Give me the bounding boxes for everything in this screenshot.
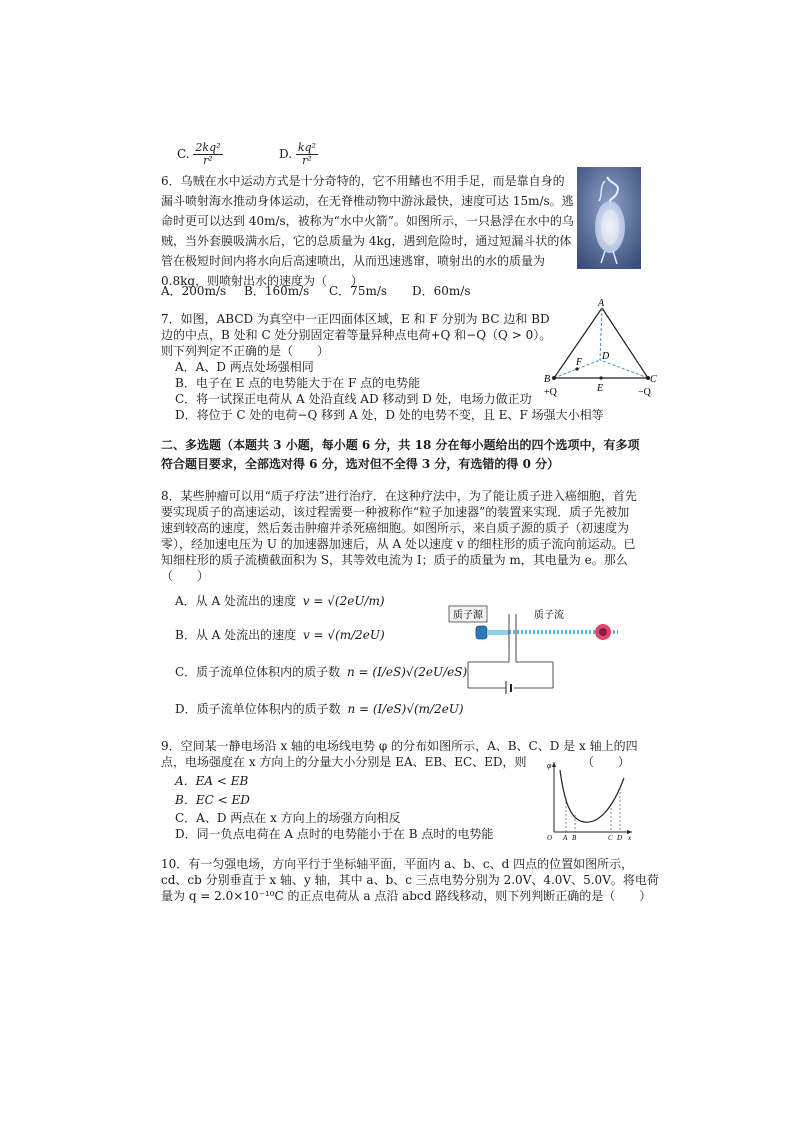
q9-line-2: 点，电场强度在 x 方向上的分量大小分别是 EA、EB、EC、ED，则 <box>161 755 527 769</box>
q10-line-1: 10．有一匀强电场，方向平行于坐标轴平面，平面内 a、b、c、d 四点的位置如图所示， <box>161 857 634 871</box>
q5-option-c <box>177 142 223 167</box>
q5-c-denominator: r² <box>203 154 213 167</box>
tetra-label-minus-q: −Q <box>638 387 651 398</box>
q10-line-2: cd、cb 分别垂直于 x 轴、y 轴，其中 a、b、c 三点电势分别为 2.0V、4.0V、5.0V。将电荷 <box>161 873 659 887</box>
graph-x-label: x <box>628 834 632 842</box>
q8-option-c-math: n = (I/eS)√(2eU/eS) <box>347 665 468 679</box>
q10-line-3: 量为 q = 2.0×10⁻¹⁰C 的正点电荷从 a 点沿 abcd 路线移动，则下列判断正确的是（ ） <box>161 889 652 903</box>
tetra-label-d: D <box>602 351 610 362</box>
q8-option-b-math: v = √(m/2eU) <box>302 628 385 642</box>
q6-line-2: 漏斗喷射海水推动身体运动，在无脊椎动物中游泳最快，速度可达 15m/s。逃 <box>161 194 574 208</box>
section2-heading-line1: 二、多选题（本题共 3 小题，每小题 6 分，共 18 分在每小题给出的四个选项中，有多项 <box>161 438 640 452</box>
q8-line-3: 速到较高的速度，然后轰击肿瘤并杀死癌细胞。如图所示，来自质子源的质子（初速度为 <box>161 521 630 535</box>
section2-heading-line2: 符合题目要求，全部选对得 6 分，选对但不全得 3 分，有选错的得 0 分） <box>161 457 560 471</box>
potential-graph <box>546 760 636 842</box>
graph-b-label: B <box>572 834 577 842</box>
q5-option-c-fraction <box>193 142 222 167</box>
accelerator-figure <box>448 604 628 694</box>
q5-d-denominator: r² <box>302 154 312 167</box>
q7-line-3: 则下列判定不正确的是（ ） <box>161 344 330 358</box>
q8-option-a-math: v = √(2eU/m) <box>302 594 385 608</box>
q8-option-a-text: A．从 A 处流出的速度 <box>175 594 296 608</box>
q9-line-1: 9．空间某一静电场沿 x 轴的电场线电势 φ 的分布如图所示，A、B、C、D 是 x 轴上的四 <box>161 739 638 753</box>
q7-option-c: C．将一试探正电荷从 A 处沿直线 AD 移动到 D 处，电场力做正功 <box>175 392 532 406</box>
proton-stream-label: 质子流 <box>534 610 564 621</box>
q5-option-d-fraction <box>296 142 318 167</box>
q5-option-d <box>279 142 318 167</box>
graph-a-label: A <box>563 834 568 842</box>
q7-line-1: 7．如图，ABCD 为真空中一正四面体区域，E 和 F 分别为 BC 边和 BD <box>161 312 550 326</box>
q8-option-d-math: n = (I/eS)√(m/2eU) <box>347 702 464 716</box>
q9-option-a: A．EA < EB <box>175 774 249 788</box>
q9-option-d: D．同一负点电荷在 A 点时的电势能小于在 B 点时的电势能 <box>175 827 494 841</box>
tetra-label-a: A <box>598 298 605 309</box>
q7-option-a: A．A、D 两点处场强相同 <box>175 360 314 374</box>
q7-option-d: D．将位于 C 处的电荷−Q 移到 A 处，D 处的电势不变，且 E、F 场强大小相等 <box>175 408 604 422</box>
q8-line-5: 知细柱形的质子流横截面积为 S，其等效电流为 I；质子的质量为 m，其电量为 e。那么 <box>161 553 628 567</box>
q8-option-c <box>175 664 467 680</box>
tetra-label-e: E <box>597 383 604 394</box>
q5-option-c-label: C. <box>177 147 190 161</box>
graph-origin-label: O <box>547 834 553 842</box>
tetra-label-b: B <box>544 374 551 385</box>
graph-d-label: D <box>617 834 623 842</box>
tetra-label-plus-q: +Q <box>544 387 557 398</box>
q6-option-d: D．60m/s <box>412 284 471 298</box>
q6-option-b: B．160m/s <box>244 284 310 298</box>
q8-option-c-text: C．质子流单位体积内的质子数 <box>175 665 341 679</box>
q6-line-3: 命时更可以达到 40m/s，被称为“水中火箭”。如图所示，一只悬浮在水中的乌 <box>161 214 574 228</box>
q8-line-6: （ ） <box>161 569 210 583</box>
tetra-label-f: F <box>576 357 583 368</box>
q8-option-d <box>175 701 464 717</box>
graph-c-label: C <box>608 834 613 842</box>
proton-source-label: 质子源 <box>453 610 483 621</box>
q8-option-a <box>175 593 385 609</box>
q6-line-5: 管在极短时间内将水向后高速喷出，从而迅速逃窜，喷射出的水的质量为 <box>161 254 546 268</box>
q6-line-1: 6．乌贼在水中运动方式是十分奇特的，它不用鳍也不用手足，而是靠自身的 <box>161 174 565 188</box>
tetra-label-c: C <box>650 374 657 385</box>
q8-line-1: 8．某些肿瘤可以用“质子疗法”进行治疗．在这种疗法中，为了能让质子进入癌细胞，首先 <box>161 489 637 503</box>
q6-option-c: C．75m/s <box>329 284 388 298</box>
q5-option-d-label: D. <box>279 147 293 161</box>
q9-option-c: C．A、D 两点在 x 方向上的场强方向相反 <box>175 811 401 825</box>
q7-line-2: 边的中点，B 处和 C 处分别固定着等量异种点电荷+Q 和−Q（Q > 0）。 <box>161 328 552 342</box>
q5-c-numerator: 2kq² <box>195 141 221 154</box>
q8-option-b <box>175 627 385 643</box>
q9-answer-paren: （ ） <box>582 755 631 769</box>
squid-photo <box>577 167 641 269</box>
q8-line-4: 零），经加速电压为 U 的加速器加速后，从 A 处以速度 v 的细柱形的质子流向前运动。已 <box>161 537 636 551</box>
q8-option-b-text: B．从 A 处流出的速度 <box>175 628 297 642</box>
graph-phi-label: φ <box>547 761 552 770</box>
q6-line-4: 贼，当外套膜吸满水后，它的总质量为 4kg，遇到危险时，通过短漏斗状的体 <box>161 234 572 248</box>
q8-line-2: 要实现质子的高速运动，该过程需要一种被称作“粒子加速器”的装置来实现．质子先被加 <box>161 505 630 519</box>
q6-option-a: A．200m/s <box>161 284 227 298</box>
q5-d-numerator: kq² <box>297 141 316 154</box>
q9-option-b: B．EC < ED <box>175 793 250 807</box>
q8-option-d-text: D．质子流单位体积内的质子数 <box>175 702 341 716</box>
tetrahedron-figure <box>540 298 660 400</box>
q6-line-6: 0.8kg，则喷射出水的速度为（ ） <box>161 274 364 288</box>
q7-option-b: B．电子在 E 点的电势能大于在 F 点的电势能 <box>175 376 421 390</box>
